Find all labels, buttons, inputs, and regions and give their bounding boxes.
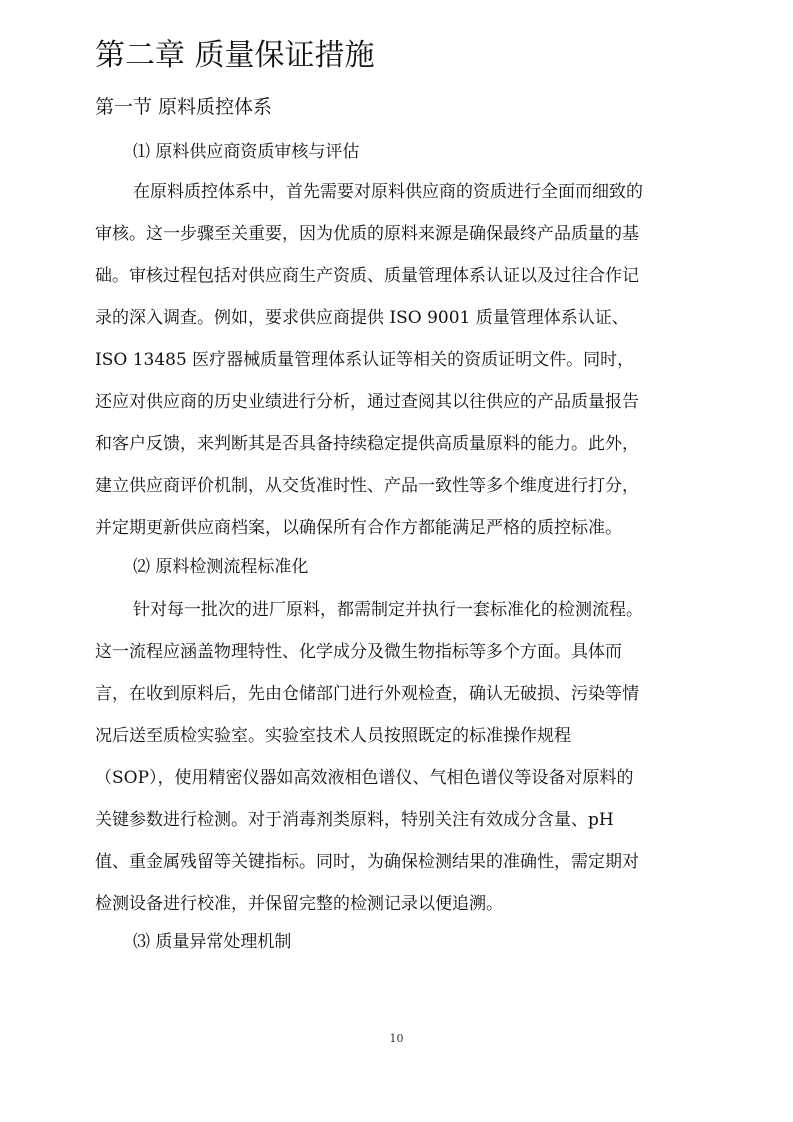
paragraph-line: 关键参数进行检测。对于消毒剂类原料，特别关注有效成分含量、pH — [95, 810, 614, 830]
chapter-title: 第二章 质量保证措施 — [95, 38, 375, 73]
paragraph-line: ISO 13485 医疗器械质量管理体系认证等相关的资质证明文件。同时， — [95, 350, 635, 370]
paragraph-line: 础。审核过程包括对供应商生产资质、质量管理体系认证以及过往合作记 — [95, 266, 639, 286]
subsection-heading-3: ⑶ 质量异常处理机制 — [133, 932, 292, 952]
subsection-heading-1: ⑴ 原料供应商资质审核与评估 — [133, 142, 360, 162]
paragraph-line: 况后送至质检实验室。实验室技术人员按照既定的标准操作规程 — [95, 726, 571, 746]
paragraph-line: 和客户反馈，来判断其是否具备持续稳定提供高质量原料的能力。此外， — [95, 434, 639, 454]
paragraph-line: 言，在收到原料后，先由仓储部门进行外观检查，确认无破损、污染等情 — [95, 684, 639, 704]
paragraph-line: 录的深入调查。例如，要求供应商提供 ISO 9001 质量管理体系认证、 — [95, 308, 629, 328]
paragraph-line: 这一流程应涵盖物理特性、化学成分及微生物指标等多个方面。具体而 — [95, 642, 622, 662]
paragraph-line: 值、重金属残留等关键指标。同时，为确保检测结果的准确性，需定期对 — [95, 852, 639, 872]
paragraph-line: （SOP），使用精密仪器如高效液相色谱仪、气相色谱仪等设备对原料的 — [95, 768, 634, 788]
paragraph-line: 建立供应商评价机制，从交货准时性、产品一致性等多个维度进行打分， — [95, 476, 639, 496]
paragraph-line: 还应对供应商的历史业绩进行分析，通过查阅其以往供应的产品质量报告 — [95, 392, 639, 412]
paragraph-line: 审核。这一步骤至关重要，因为优质的原料来源是确保最终产品质量的基 — [95, 224, 639, 244]
page-number: 10 — [389, 1032, 404, 1045]
section-title: 第一节 原料质控体系 — [95, 96, 273, 118]
paragraph-line: 在原料质控体系中，首先需要对原料供应商的资质进行全面而细致的 — [133, 182, 643, 202]
paragraph-line: 针对每一批次的进厂原料，都需制定并执行一套标准化的检测流程。 — [133, 600, 643, 620]
paragraph-line: 检测设备进行校准，并保留完整的检测记录以便追溯。 — [95, 894, 503, 914]
subsection-heading-2: ⑵ 原料检测流程标准化 — [133, 557, 309, 577]
paragraph-line: 并定期更新供应商档案，以确保所有合作方都能满足严格的质控标准。 — [95, 518, 622, 538]
